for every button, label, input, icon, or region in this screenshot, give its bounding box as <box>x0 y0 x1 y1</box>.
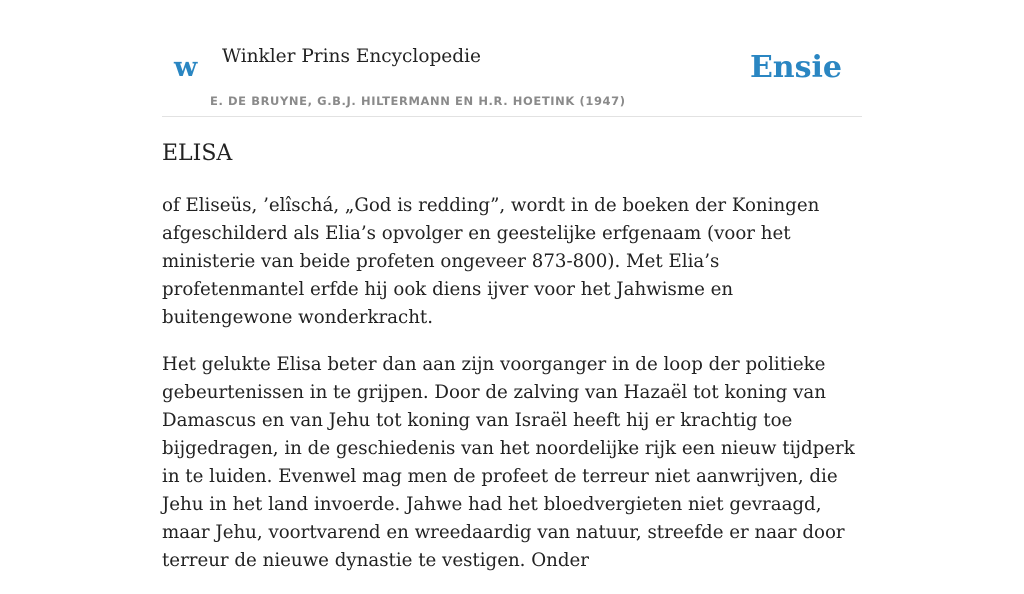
article-paragraph: Het gelukte Elisa beter dan aan zijn voorganger in de loop der politieke gebeurtenissen in te grijpen. Door de zalving van Hazaël tot koning van Damascus en van Jehu tot koning van Israël heeft hij er krachtig toe bijgedragen, in de geschiedenis van het noordelijke rijk een nieuw tijdperk in te luiden. Evenwel mag men de profeet de terreur niet aanwrijven, die Jehu in het land invoerde. Jahwe had het bloedvergieten niet gevraagd, maar Jehu, voortvarend en wreedaardig van natuur, streefde er naar door terreur de nieuwe dynastie te vestigen. Onder <box>162 354 855 571</box>
article-paragraph: of Eliseüs, ’elîschá, „God is redding”, wordt in de boeken der Koningen afgeschilderd als Elia’s opvolger en geestelijke erfgenaam (voor het ministerie van beide profeten ongeveer 873-800). Met Elia’s profetenmantel erfde hij ook diens ijver voor het Jahwisme en buitengewone wonderkracht. <box>162 195 820 328</box>
winkler-prins-logo-icon[interactable]: w <box>174 52 198 83</box>
article-title: ELISA <box>162 141 233 166</box>
source-authors: E. DE BRUYNE, G.B.J. HILTERMANN EN H.R. HOETINK (1947) <box>210 94 626 108</box>
source-header <box>162 0 862 117</box>
article-body <box>162 192 862 594</box>
ensie-logo-link[interactable]: Ensie <box>749 50 842 85</box>
source-title-link[interactable]: Winkler Prins Encyclopedie <box>222 46 481 67</box>
